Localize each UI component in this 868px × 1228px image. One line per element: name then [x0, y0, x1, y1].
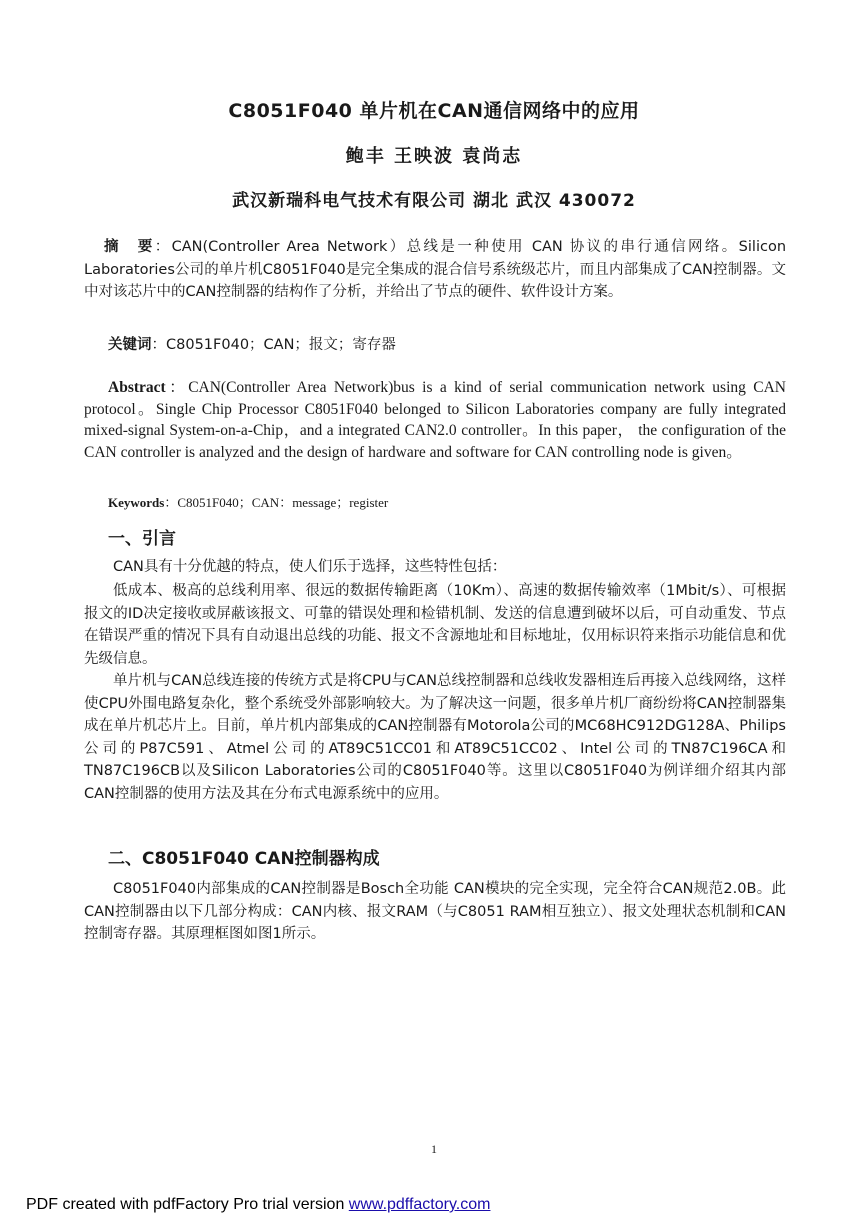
page-number: 1: [431, 1142, 437, 1156]
footer-link[interactable]: www.pdffactory.com: [348, 1196, 491, 1213]
abstract-en-label: Abstract: [108, 379, 166, 396]
intro-paragraph-3: 单片机与CAN总线连接的传统方式是将CPU与CAN总线控制器和总线收发器相连后再接入总线网络，这样使CPU外围电路复杂化，整个系统受外部影响较大。为了解决这一问题，很多单片机厂商纷纷将CAN控制器集成在单片机芯片上。目前，单片机内部集成的CAN控制器有Motorola公司的MC68HC912DG128A、Philips公司的P87C591、Atmel公司的AT89C51CC01和AT89C51CC02、Intel公司的TN87C196CA和TN87C196CB以及Silicon Laboratories公司的C8051F040等。这里以C8051F040为例详细介绍其内部CAN控制器的使用方法及其在分布式电源系统中的应用。: [84, 673, 786, 802]
keywords-zh-text: ：C8051F040；CAN；报文；寄存器: [151, 337, 396, 353]
intro-paragraph-1: CAN具有十分优越的特点，使人们乐于选择，这些特性包括：: [113, 559, 507, 575]
keywords-en: [108, 492, 788, 511]
abstract-zh-label: 摘 要: [104, 239, 155, 255]
abstract-en: [84, 377, 786, 463]
section-heading-can-controller: 二、C8051F040 CAN控制器构成: [108, 849, 380, 869]
pdf-footer: [26, 1196, 490, 1214]
abstract-zh: [84, 236, 786, 304]
section-heading-intro: 一、引言: [108, 529, 176, 549]
keywords-en-text: ：C8051F040；CAN：message；register: [164, 495, 389, 510]
abstract-zh-text: ：CAN(Controller Area Network）总线是一种使用 CAN 协议的串行通信网络。Silicon Laboratories公司的单片机C8051F040是完全集成的混合信号系统级芯片，而且内部集成了CAN控制器。文中对该芯片中的CAN控制器的结构作了分析，并给出了节点的硬件、软件设计方案。: [84, 239, 787, 300]
paper-affiliation: 武汉新瑞科电气技术有限公司 湖北 武汉 430072: [232, 191, 636, 211]
intro-paragraph-2: 低成本、极高的总线利用率、很远的数据传输距离（10Km）、高速的数据传输效率（1Mbit/s）、可根据报文的ID决定接收或屏蔽该报文、可靠的错误处理和检错机制、发送的信息遭到破坏以后，可自动重发、节点在错误严重的情况下具有自动退出总线的功能、报文不含源地址和目标地址，仅用标识符来指示功能信息和优先级信息。: [84, 583, 786, 667]
footer-prefix: PDF created with pdfFactory Pro trial version: [26, 1196, 349, 1213]
keywords-zh-label: 关键词: [108, 337, 152, 353]
paper-authors: 鲍丰 王映波 袁尚志: [345, 146, 523, 167]
abstract-en-text: ：CAN(Controller Area Network)bus is a kind of serial communication network using CAN protocol。Single Chip Processor C8051F040 belonged to Silicon Laboratories company are fully integrated mixed-signal System-on-a-Chip，and a integrated CAN2.0 controller。In this paper， the configuration of the CAN controller is analyzed and the design of hardware and software for CAN controlling node is given。: [84, 379, 786, 461]
can-controller-paragraph-1: C8051F040内部集成的CAN控制器是Bosch全功能 CAN模块的完全实现，完全符合CAN规范2.0B。此CAN控制器由以下几部分构成：CAN内核、报文RAM（与C8051 RAM相互独立）、报文处理状态机制和CAN控制寄存器。其原理框图如图1所示。: [84, 881, 786, 942]
keywords-zh: [108, 334, 788, 357]
paper-title: C8051F040 单片机在CAN通信网络中的应用: [228, 100, 640, 122]
keywords-en-label: Keywords: [108, 495, 165, 510]
